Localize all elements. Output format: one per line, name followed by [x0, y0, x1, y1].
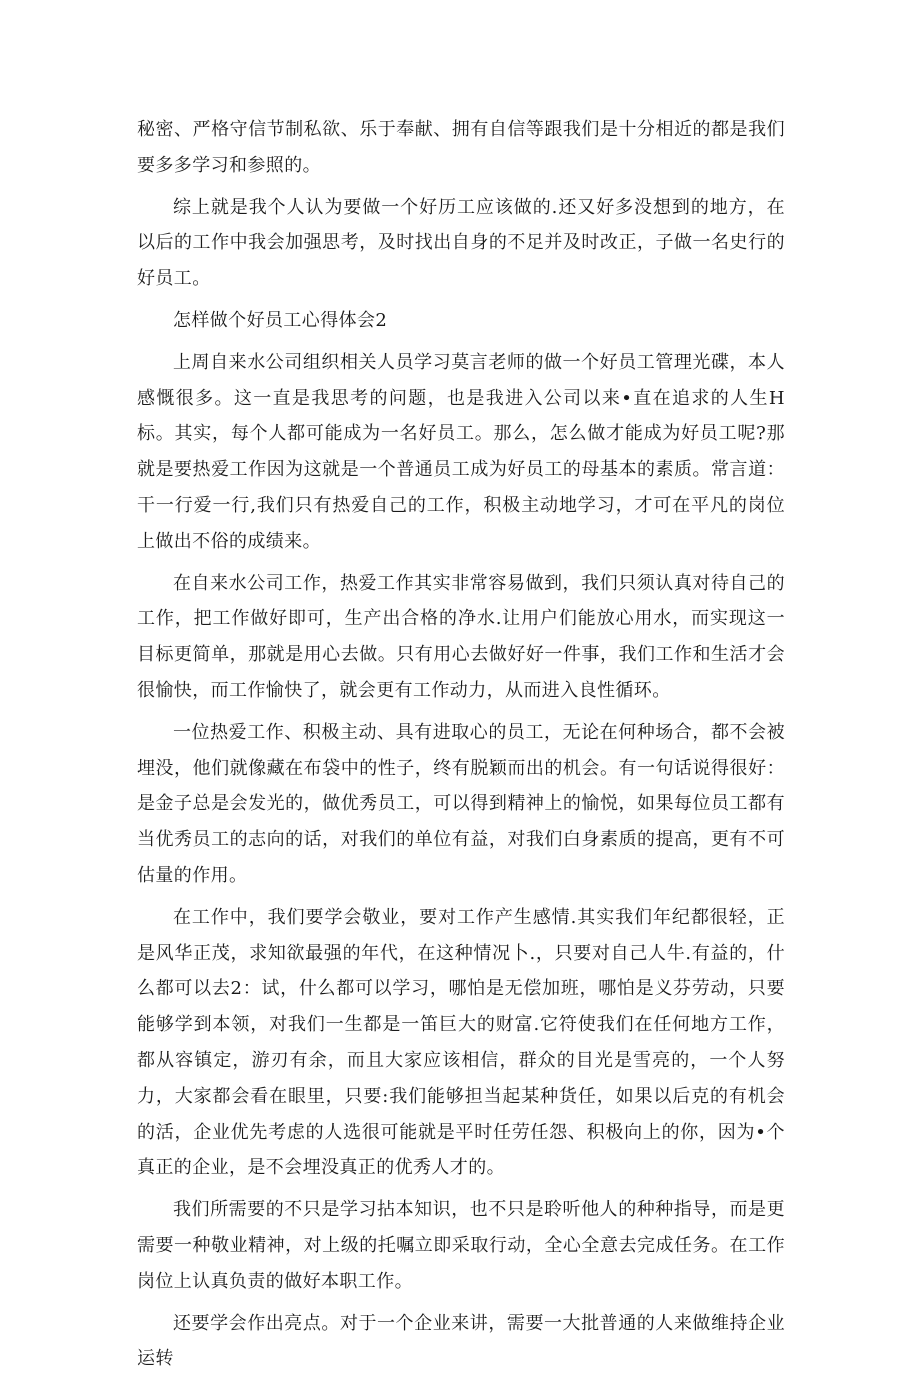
paragraph-2: 综上就是我个人认为要做一个好历工应该做的.还又好多没想到的地方，在以后的工作中我会加强思考，及时找出自身的不足并及时改正，子做一名史行的好员工。: [137, 196, 785, 290]
paragraph-8: 还要学会作出亮点。对于一个企业来讲，需要一大批普通的人来做维持企业运转: [137, 1312, 785, 1370]
paragraph-7: 我们所需要的不只是学习拈本知识，也不只是聆听他人的种种指导，而是更需要一种敬业精神，对上级的托嘱立即采取行动，全心全意去完成任务。在工作岗位上认真负责的做好本职工作。: [137, 1199, 785, 1292]
paragraph-6: 在工作中，我们要学会敬业，要对工作产生感情.其实我们年纪都很轻，正是风华正茂，求知欲最强的年代，在这种情况卜.，只要对自己人牛.有益的，什么都可以去2：试，什么都可以学习，哪怕是无偿加班，哪怕是义芬劳动，只要能够学到本领，对我们一生都是一笛巨大的财富.它符使我们在任何地方工作，都从容镇定，游刃有余，而且大家应该相信，群众的目光是雪亮的，一个人努力，大家都会看在眼里，只要:我们能够担当起某种货任，如果以后克的有机会的活，企业优先考虑的人选很可能就是平时任劳任怨、积极向上的你，因为•个真正的企业，是不会埋没真正的优秀人才的。: [137, 906, 785, 1179]
paragraph-5: 一位热爱工作、积极主动、具有进取心的员工，无论在何种场合，都不会被埋没，他们就像藏在布袋中的性子，终有脱颖而出的机会。有一句话说得很好：是金子总是会发光的，做优秀员工，可以得到精神上的愉悦，如果每位员工都有当优秀员工的志向的话，对我们的单位有益，对我们白身素质的提高，更有不可估量的作用。: [137, 721, 785, 886]
paragraph-1: 秘密、严格守信节制私欲、乐于奉献、拥有自信等跟我们是十分相近的都是我们要多多学习和参照的。: [137, 119, 785, 176]
paragraph-3: 上周自来水公司组织相关人员学习莫言老师的做一个好员工管理光碟，本人感慨很多。这一直是我思考的问题，也是我进入公司以来•直在追求的人生H标。其实，每个人都可能成为一名好员工。那么，怎么做才能成为好员工呢?那就是要热爱工作因为这就是一个普通员工成为好员工的母基本的素质。常言道：干一行爱一行,我们只有热爱自己的工作，积极主动地学习，才可在平凡的岗位上做出不俗的成绩来。: [137, 351, 785, 552]
paragraph-4: 在自来水公司工作，热爱工作其实非常容易做到，我们只须认真对待自己的工作，把工作做好即可，生产出合格的净水.让用户们能放心用水，而实现这一目标更简单，那就是用心去做。只有用心去做好好一件事，我们工作和生活才会很愉快，而工作愉快了，就会更有工作动力，从而进入良性循环。: [137, 572, 785, 701]
document-body: [137, 112, 785, 1383]
section-heading: 怎样做个好员工心得体会2: [173, 309, 388, 331]
